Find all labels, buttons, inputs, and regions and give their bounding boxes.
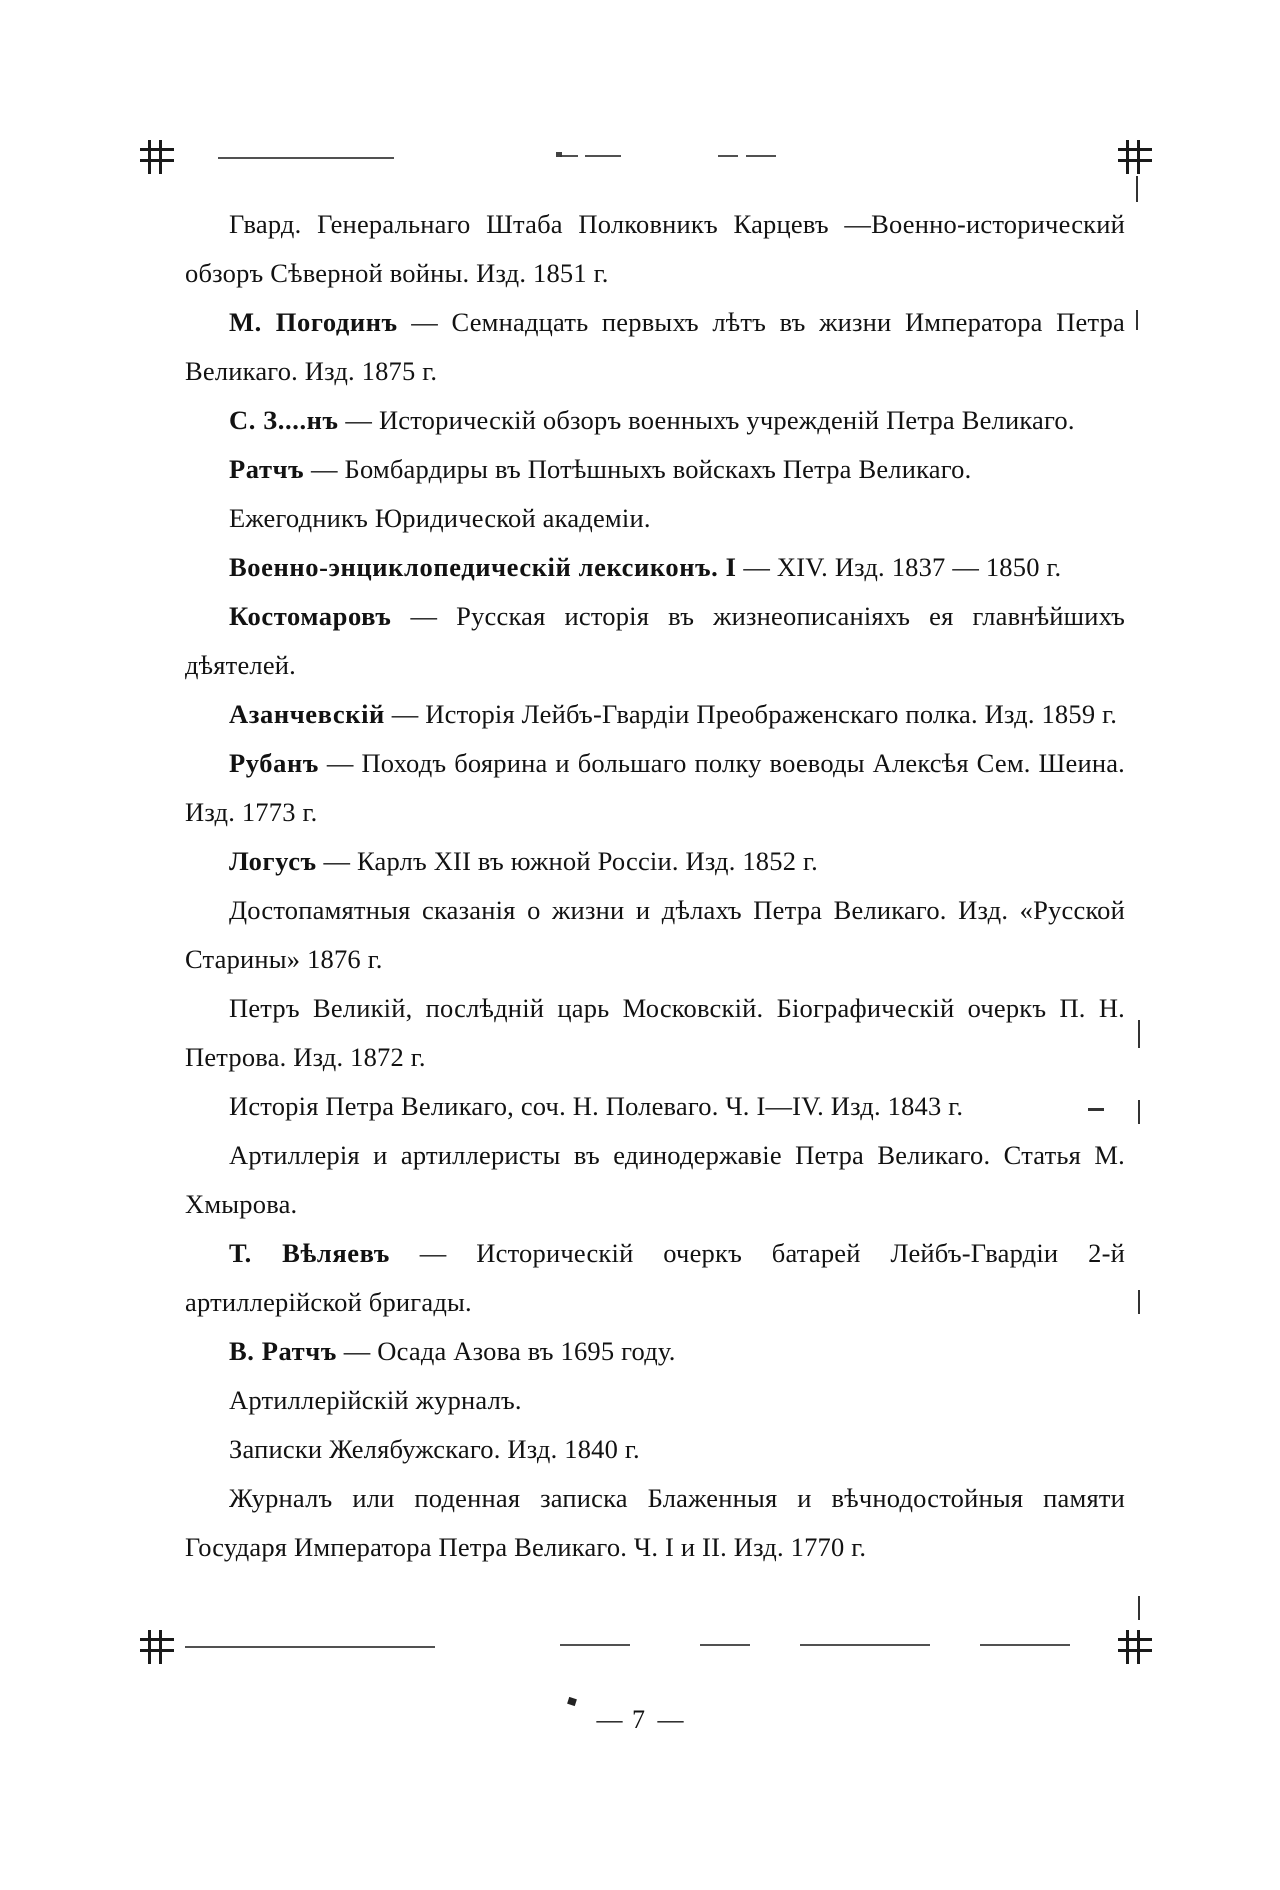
frame-rule-top xyxy=(218,157,394,159)
folio-suffix: — xyxy=(657,1705,684,1734)
corner-mark-bottom-left xyxy=(140,1630,174,1664)
bibliography-entry: М. Погодинъ — Семнадцать первыхъ лѣтъ въ жизни Императора Петра Великаго. Изд. 1875 г. xyxy=(185,307,1125,386)
bibliography-entry: Азанчевскій — Исторія Лейбъ-Гвардіи Преображенскаго полка. Изд. 1859 г. xyxy=(229,699,1118,729)
bibliography-entry: Записки Желябужскаго. Изд. 1840 г. xyxy=(229,1434,640,1464)
bibliography-entry: Достопамятныя сказанія о жизни и дѣлахъ Петра Великаго. Изд. «Русской Старины» 1876 г. xyxy=(185,895,1125,974)
corner-mark-top-right xyxy=(1118,140,1152,174)
corner-mark-bottom-right xyxy=(1118,1630,1152,1664)
bibliography-entry: Исторія Петра Великаго, соч. Н. Полеваго. Ч. I—IV. Изд. 1843 г. xyxy=(229,1091,964,1121)
bibliography-entry: Ежегодникъ Юридической академіи. xyxy=(229,503,651,533)
frame-rule-bottom-segment xyxy=(800,1644,930,1646)
page-folio xyxy=(0,1705,1280,1735)
margin-tick xyxy=(1136,176,1138,202)
corner-mark-top-left xyxy=(140,140,174,174)
page-body xyxy=(185,200,1125,1572)
bibliography-entry: Гвард. Генеральнаго Штаба Полковникъ Карцевъ —Военно-исторический обзоръ Сѣверной войны. Изд. 1851 г. xyxy=(185,209,1125,288)
frame-rule-bottom-segment xyxy=(980,1644,1070,1646)
bibliography-entry: Артиллерія и артиллеристы въ единодержавіе Петра Великаго. Статья М. Хмырова. xyxy=(185,1140,1125,1219)
bibliography-entry: Петръ Великій, послѣдній царь Московскій. Біографическій очеркъ П. Н. Петрова. Изд. 1872 г. xyxy=(185,993,1125,1072)
frame-rule-bottom xyxy=(185,1646,435,1648)
folio-prefix: — xyxy=(596,1705,623,1734)
frame-rule-top-segment xyxy=(585,155,621,157)
margin-tick xyxy=(1138,1020,1140,1048)
bibliography-entry: Т. Вѣляевъ — Историческій очеркъ батарей Лейбъ-Гвардіи 2-й артиллерійской бригады. xyxy=(185,1238,1126,1317)
bibliography-entry: Артиллерійскій журналъ. xyxy=(229,1385,522,1415)
bibliography-entry: Рубанъ — Походъ боярина и большаго полку воеводы Алексѣя Сем. Шеина. Изд. 1773 г. xyxy=(185,748,1125,827)
frame-rule-top-segment xyxy=(560,155,578,157)
bibliography-entry: С. З....нъ — Историческій обзоръ военныхъ учрежденій Петра Великаго. xyxy=(229,405,1075,435)
bibliography-entry: Ратчъ — Бомбардиры въ Потѣшныхъ войскахъ Петра Великаго. xyxy=(229,454,972,484)
bibliography-entry: В. Ратчъ — Осада Азова въ 1695 году. xyxy=(229,1336,676,1366)
frame-rule-bottom-segment xyxy=(700,1644,750,1646)
bibliography-entry: Военно-энциклопедическій лексиконъ. I — XIV. Изд. 1837 — 1850 г. xyxy=(229,552,1062,582)
frame-rule-top-segment xyxy=(746,155,776,157)
margin-tick xyxy=(1138,1596,1140,1620)
bibliography-entry: Костомаровъ — Русская исторія въ жизнеописаніяхъ ея главнѣйшихъ дѣятелей. xyxy=(185,601,1125,680)
frame-rule-bottom-segment xyxy=(560,1644,630,1646)
folio-number: 7 xyxy=(632,1705,648,1734)
bibliography-entry: Журналъ или поденная записка Блаженныя и вѣчнодостойныя памяти Государя Императора Петра Великаго. Ч. I и II. Изд. 1770 г. xyxy=(185,1483,1125,1562)
frame-rule-top-segment xyxy=(718,155,738,157)
margin-tick xyxy=(1138,1100,1140,1124)
margin-tick xyxy=(1136,310,1138,330)
margin-tick xyxy=(1138,1290,1140,1314)
bibliography-entry: Логусъ — Карлъ XII въ южной Россіи. Изд. 1852 г. xyxy=(229,846,818,876)
